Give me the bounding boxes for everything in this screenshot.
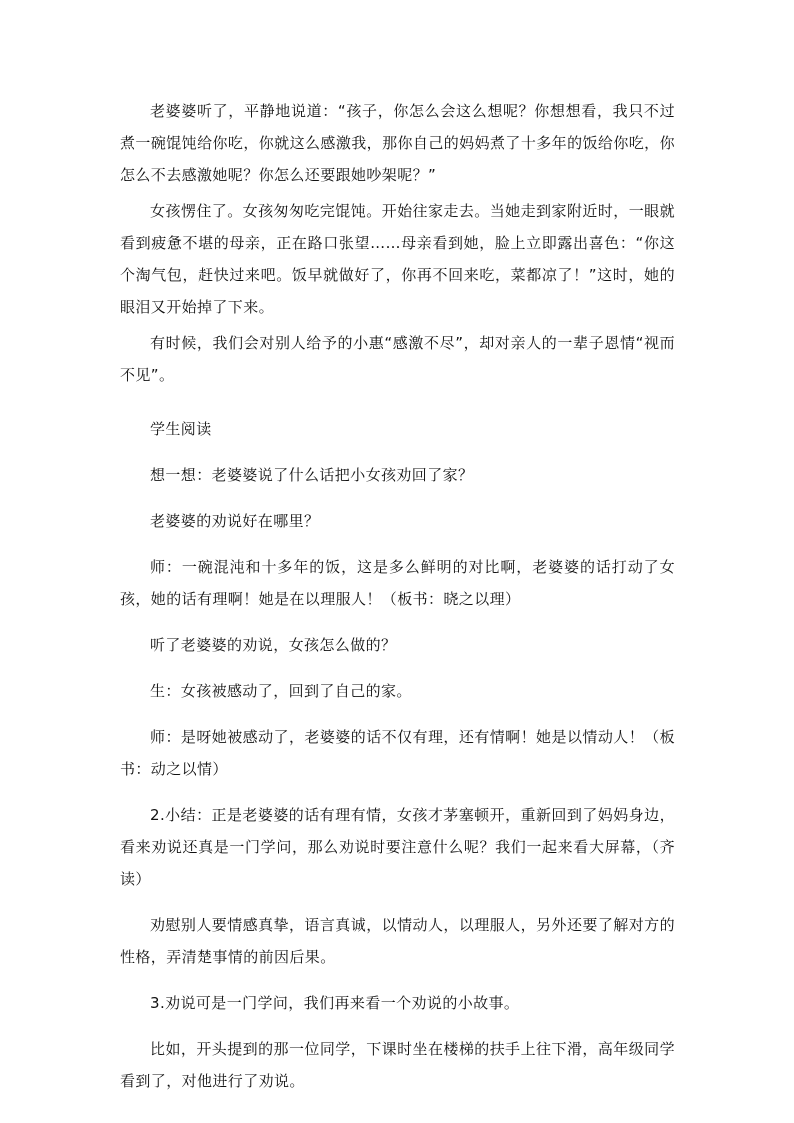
paragraph-teacher-reason: 师：一碗混沌和十多年的饭，这是多么鲜明的对比啊，老婆婆的话打动了女孩，她的话有理啊！她是在以理服人！（板书：晓之以理） — [120, 558, 675, 608]
document-body — [120, 95, 675, 1097]
paragraph-question-3: 听了老婆婆的劝说，女孩怎么做的？ — [150, 636, 397, 654]
paragraph-question-2: 老婆婆的劝说好在哪里？ — [150, 512, 320, 530]
paragraph-teacher-emotion: 师：是呀她被感动了，老婆婆的话不仅有理，还有情啊！她是以情动人！（板书：动之以情） — [120, 728, 675, 778]
paragraph-question-1: 想一想：老婆婆说了什么话把小女孩劝回了家？ — [150, 466, 474, 484]
paragraph-persuasion-tips: 劝慰别人要情感真挚，语言真诚，以情动人，以理服人，另外还要了解对方的性格，弄清楚事情的前因后果。 — [120, 916, 675, 966]
paragraph-example: 比如，开头提到的那一位同学，下课时坐在楼梯的扶手上往下滑，高年级同学看到了，对他进行了劝说。 — [120, 1040, 675, 1090]
paragraph-student-reading: 学生阅读 — [150, 420, 212, 438]
paragraph-grandma-speech: 老婆婆听了，平静地说道：“孩子，你怎么会这么想呢？你想想看，我只不过煮一碗馄饨给你吃，你就这么感激我，那你自己的妈妈煮了十多年的饭给你吃，你怎么不去感激她呢？你怎么还要跟她吵架呢？” — [120, 102, 675, 184]
paragraph-reflection: 有时候，我们会对别人给予的小惠“感激不尽”，却对亲人的一辈子恩情“视而不见”。 — [120, 334, 675, 384]
paragraph-girl-returns: 女孩愣住了。女孩匆匆吃完馄饨。开始往家走去。当她走到家附近时，一眼就看到疲惫不堪的母亲，正在路口张望……母亲看到她，脸上立即露出喜色：“你这个淘气包，赶快过来吧。饭早就做好了，你再不回来吃，菜都凉了！”这时，她的眼泪又开始掉了下来。 — [120, 202, 675, 316]
paragraph-student-answer: 生：女孩被感动了，回到了自己的家。 — [150, 682, 412, 700]
paragraph-summary: 2.小结：正是老婆婆的话有理有情，女孩才茅塞顿开，重新回到了妈妈身边，看来劝说还真是一门学问，那么劝说时要注意什么呢？我们一起来看大屏幕，（齐读） — [120, 806, 675, 888]
paragraph-story-intro: 3.劝说可是一门学问，我们再来看一个劝说的小故事。 — [150, 994, 520, 1012]
